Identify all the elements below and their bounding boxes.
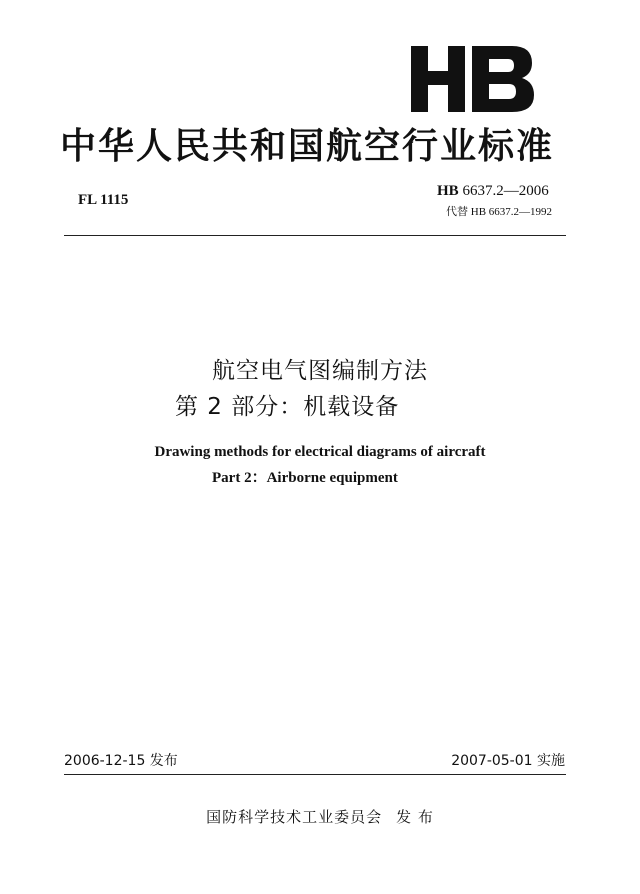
standard-number [437,183,549,200]
publisher-name: 国防科学技术工业委员会 [206,808,383,826]
title-english-line2: Part 2：Airborne equipment [212,470,398,486]
standard-prefix: HB [437,183,459,199]
hb-logo [408,44,536,114]
issue-date: 2006-12-15 发布 [64,753,178,769]
header-divider [64,235,566,236]
title-chinese-line2: 第 2 部分：机载设备 [175,394,400,420]
standard-code: 6637.2—2006 [462,183,549,199]
classification-code: FL 1115 [78,192,129,208]
footer-divider [64,774,566,775]
publisher-line [0,806,640,827]
title-chinese-line1: 航空电气图编制方法 [212,358,428,384]
replaces-standard: 代替 HB 6637.2—1992 [446,206,553,218]
organization-title: 中华人民共和国航空行业标准 [60,126,555,167]
implementation-date: 2007-05-01 实施 [451,753,565,769]
title-english-line1: Drawing methods for electrical diagrams of aircraft [154,444,486,460]
publish-action: 发 布 [396,808,434,826]
